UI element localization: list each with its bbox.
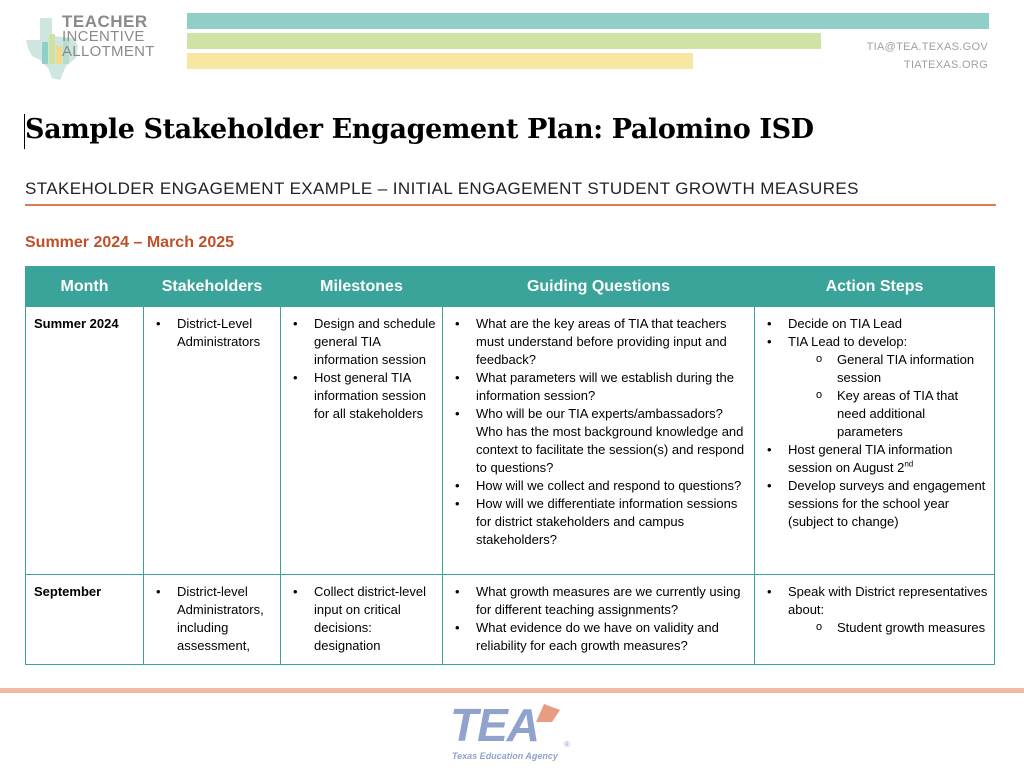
- sub-list-item: o Key areas of TIA that need additional parameters: [788, 387, 988, 441]
- header-month: Month: [26, 267, 144, 307]
- questions-cell: [443, 575, 755, 665]
- month-cell: September: [26, 575, 144, 665]
- list-item-text: Host general TIA information session on August 2: [788, 442, 953, 475]
- header-guiding-questions: Guiding Questions: [443, 267, 755, 307]
- logo-line-1: TEACHER: [62, 12, 148, 31]
- list-item: • Design and schedule general TIA information session: [287, 315, 436, 369]
- actions-cell: [755, 307, 995, 575]
- page-title: Sample Stakeholder Engagement Plan: Palomino ISD: [25, 114, 814, 145]
- stakeholders-cell: [144, 575, 281, 665]
- list-item: [761, 333, 988, 441]
- logo-line-3: ALLOTMENT: [62, 43, 155, 60]
- list-item: • Develop surveys and engagement sessions for the school year (subject to change): [761, 477, 988, 531]
- engagement-plan-table: [25, 266, 995, 665]
- header-milestones: Milestones: [281, 267, 443, 307]
- month-cell: Summer 2024: [26, 307, 144, 575]
- contact-email[interactable]: TIA@TEA.TEXAS.GOV: [866, 41, 988, 53]
- tea-wordmark: TEA: [450, 699, 539, 751]
- table-row: [26, 575, 995, 665]
- list-item: • Decide on TIA Lead: [761, 315, 988, 333]
- list-item: • How will we collect and respond to questions?: [449, 477, 748, 495]
- ordinal-suffix: nd: [904, 459, 914, 469]
- date-range-heading: Summer 2024 – March 2025: [25, 234, 235, 251]
- header-stakeholders: Stakeholders: [144, 267, 281, 307]
- sub-list: [788, 619, 988, 637]
- list-item-text: TIA Lead to develop:: [788, 334, 908, 349]
- header-action-steps: Action Steps: [755, 267, 995, 307]
- list-item: • Collect district-level input on critical decisions: designation: [287, 583, 436, 655]
- list-item: • What evidence do we have on validity and reliability for each growth measures?: [449, 619, 748, 655]
- contact-info: [867, 38, 988, 74]
- tia-logo: [22, 12, 182, 84]
- actions-cell: [755, 575, 995, 665]
- subtitle-rule: [25, 204, 996, 206]
- questions-cell: [443, 307, 755, 575]
- logo-wordmark: [62, 14, 155, 59]
- table-header-row: [26, 267, 995, 307]
- list-item: • Host general TIA information session for all stakeholders: [287, 369, 436, 423]
- list-item: • What growth measures are we currently using for different teaching assignments?: [449, 583, 748, 619]
- page-subtitle: STAKEHOLDER ENGAGEMENT EXAMPLE – INITIAL ENGAGEMENT STUDENT GROWTH MEASURES: [25, 179, 859, 198]
- logo-line-2: INCENTIVE: [62, 28, 145, 45]
- header-bar-yellow: [187, 53, 693, 69]
- tea-logo: [446, 700, 576, 766]
- milestones-cell: [281, 575, 443, 665]
- list-item: • What parameters will we establish during the information session?: [449, 369, 748, 405]
- milestones-cell: [281, 307, 443, 575]
- header-bar-green: [187, 33, 821, 49]
- list-item-text: Speak with District representatives about:: [788, 584, 988, 617]
- list-item: • District-level Administrators, including assessment,: [150, 583, 274, 655]
- sub-list-item: o Student growth measures: [788, 619, 988, 637]
- list-item: • Who will be our TIA experts/ambassadors? Who has the most background knowledge and context to facilitate the session(s) and respond to questions?: [449, 405, 748, 477]
- list-item: • What are the key areas of TIA that teachers must understand before providing input and feedback?: [449, 315, 748, 369]
- stakeholders-cell: [144, 307, 281, 575]
- sub-list: [788, 351, 988, 441]
- list-item: [761, 583, 988, 637]
- list-item: [761, 441, 988, 477]
- registered-mark: ®: [564, 740, 570, 749]
- table-row: [26, 307, 995, 575]
- header-bar-teal: [187, 13, 989, 29]
- list-item: • How will we differentiate information sessions for district stakeholders and campus stakeholders?: [449, 495, 748, 549]
- list-item: • District-Level Administrators: [150, 315, 274, 351]
- footer-rule: [0, 688, 1024, 693]
- tea-agency-name: Texas Education Agency: [452, 751, 558, 761]
- contact-website[interactable]: TIATEXAS.ORG: [903, 59, 988, 71]
- sub-list-item: o General TIA information session: [788, 351, 988, 387]
